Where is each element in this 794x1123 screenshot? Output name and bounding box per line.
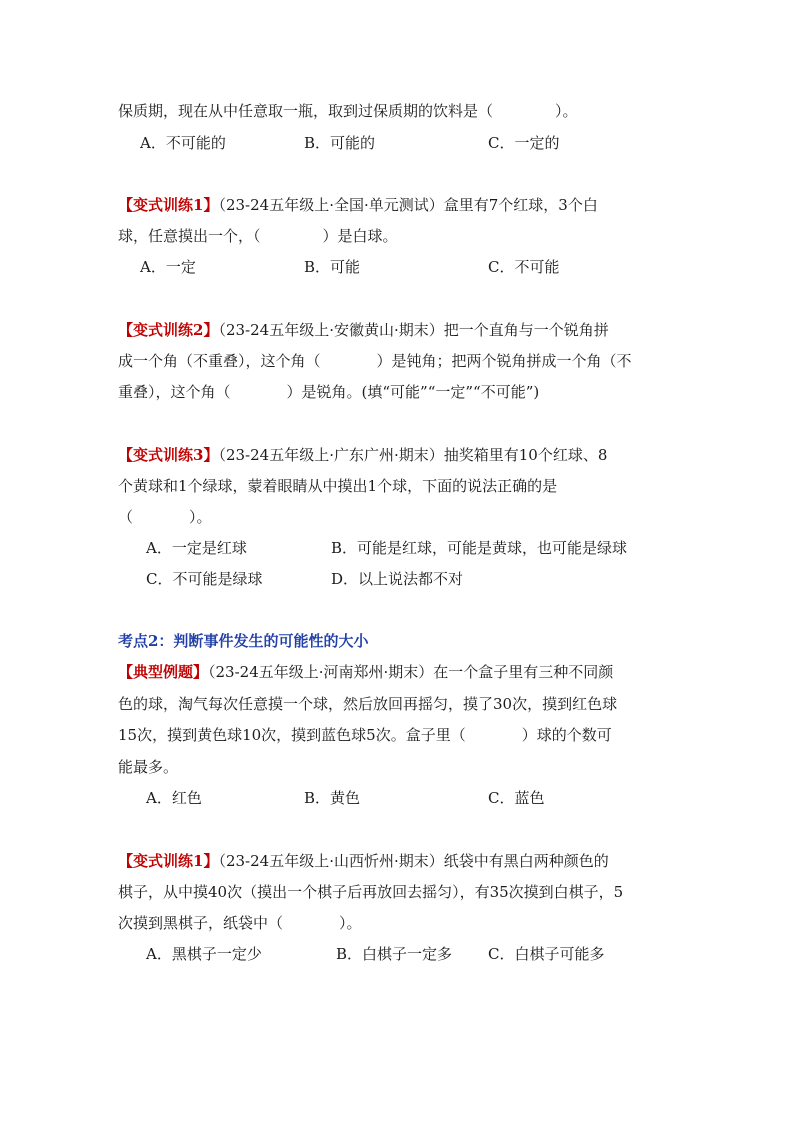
q3-text-a: （: [118, 508, 134, 526]
q1-text: （23-24五年级上·全国·单元测试）盒里有7个红球，3个白: [218, 196, 598, 214]
q3-option-c[interactable]: C．不可能是绿球: [146, 570, 263, 588]
q5-text-a: 次摸到黑棋子，纸袋中（: [118, 914, 284, 932]
q0-line-1: [118, 101, 578, 121]
q1-option-a[interactable]: A．一定: [140, 258, 196, 276]
q4-text: （23-24五年级上·河南郑州·期末）在一个盒子里有三种不同颜: [208, 663, 614, 681]
q5-option-c[interactable]: C．白棋子可能多: [488, 945, 605, 963]
q1-text-b: ）是白球。: [322, 227, 398, 245]
q0-option-a[interactable]: A．不可能的: [140, 134, 226, 152]
q2-line-1: [118, 320, 609, 340]
q3-text: （23-24五年级上·广东广州·期末）抽奖箱里有10个红球、8: [218, 446, 608, 464]
q5-line-2: [118, 882, 623, 902]
q1-option-c[interactable]: C．不可能: [488, 258, 560, 276]
q4-line-1: [118, 662, 613, 682]
q4-text-2: 色的球，淘气每次任意摸一个球，然后放回再摇匀，摸了30次，摸到红色球: [118, 695, 618, 713]
q4-option-b[interactable]: B．黄色: [304, 789, 361, 807]
q4-line-2: [118, 694, 617, 714]
q4-text-4: 能最多。: [118, 758, 179, 776]
q1-option-b[interactable]: B．可能: [304, 258, 361, 276]
q2-text-b: ）是钝角；把两个锐角拼成一个角（不: [376, 352, 632, 370]
q4-option-a[interactable]: A．红色: [146, 789, 202, 807]
q5-text: （23-24五年级上·山西忻州·期末）纸袋中有黑白两种颜色的: [218, 852, 609, 870]
q4-text-a: 15次，摸到黄色球10次，摸到蓝色球5次。盒子里（: [118, 726, 466, 744]
q3-tag: 【变式训练3】: [118, 446, 219, 464]
q5-text-b: ）。: [339, 914, 362, 932]
q1-text-a: 球，任意摸出一个，（: [118, 227, 261, 245]
q3-option-a[interactable]: A．一定是红球: [146, 539, 247, 557]
q5-line-3: [118, 913, 362, 933]
q2-line-3: [118, 382, 539, 402]
q2-text-d: ）是锐角。(填“可能”“一定”“不可能”): [286, 383, 540, 401]
q3-line-3: [118, 507, 212, 527]
q2-text: （23-24五年级上·安徽黄山·期末）把一个直角与一个锐角拼: [218, 321, 609, 339]
q4-text-b: ）球的个数可: [521, 726, 612, 744]
q0-text-b: ）。: [555, 102, 578, 120]
q2-tag: 【变式训练2】: [118, 321, 219, 339]
q0-option-b[interactable]: B．可能的: [304, 134, 376, 152]
q4-tag: 【典型例题】: [118, 663, 209, 681]
q4-option-c[interactable]: C．蓝色: [488, 789, 545, 807]
q5-option-b[interactable]: B．白棋子一定多: [336, 945, 453, 963]
q3-line-2: [118, 476, 557, 496]
q5-tag: 【变式训练1】: [118, 852, 219, 870]
q0-text-a: 保质期，现在从中任意取一瓶，取到过保质期的饮料是（: [118, 102, 494, 120]
q4-line-4: [118, 757, 178, 777]
q0-option-c[interactable]: C．一定的: [488, 134, 560, 152]
q2-line-2: [118, 351, 632, 371]
q5-option-a[interactable]: A．黑棋子一定少: [146, 945, 262, 963]
q3-text-2: 个黄球和1个绿球，蒙着眼睛从中摸出1个球，下面的说法正确的是: [118, 477, 558, 495]
q3-line-1: [118, 445, 607, 465]
section-heading: 考点2：判断事件发生的可能性的大小: [118, 632, 369, 650]
q1-tag: 【变式训练1】: [118, 196, 219, 214]
q4-line-3: [118, 725, 612, 745]
q3-text-b: ）。: [189, 508, 212, 526]
q5-line-1: [118, 851, 609, 871]
q1-line-1: [118, 195, 598, 215]
q1-line-2: [118, 226, 398, 246]
q5-text-2: 棋子，从中摸40次（摸出一个棋子后再放回去摇匀），有35次摸到白棋子，5: [118, 883, 624, 901]
q3-option-b[interactable]: B．可能是红球，可能是黄球，也可能是绿球: [331, 539, 628, 557]
q2-text-a: 成一个角（不重叠），这个角（: [118, 352, 321, 370]
q3-option-d[interactable]: D．以上说法都不对: [331, 570, 464, 588]
q2-text-c: 重叠），这个角（: [118, 383, 231, 401]
